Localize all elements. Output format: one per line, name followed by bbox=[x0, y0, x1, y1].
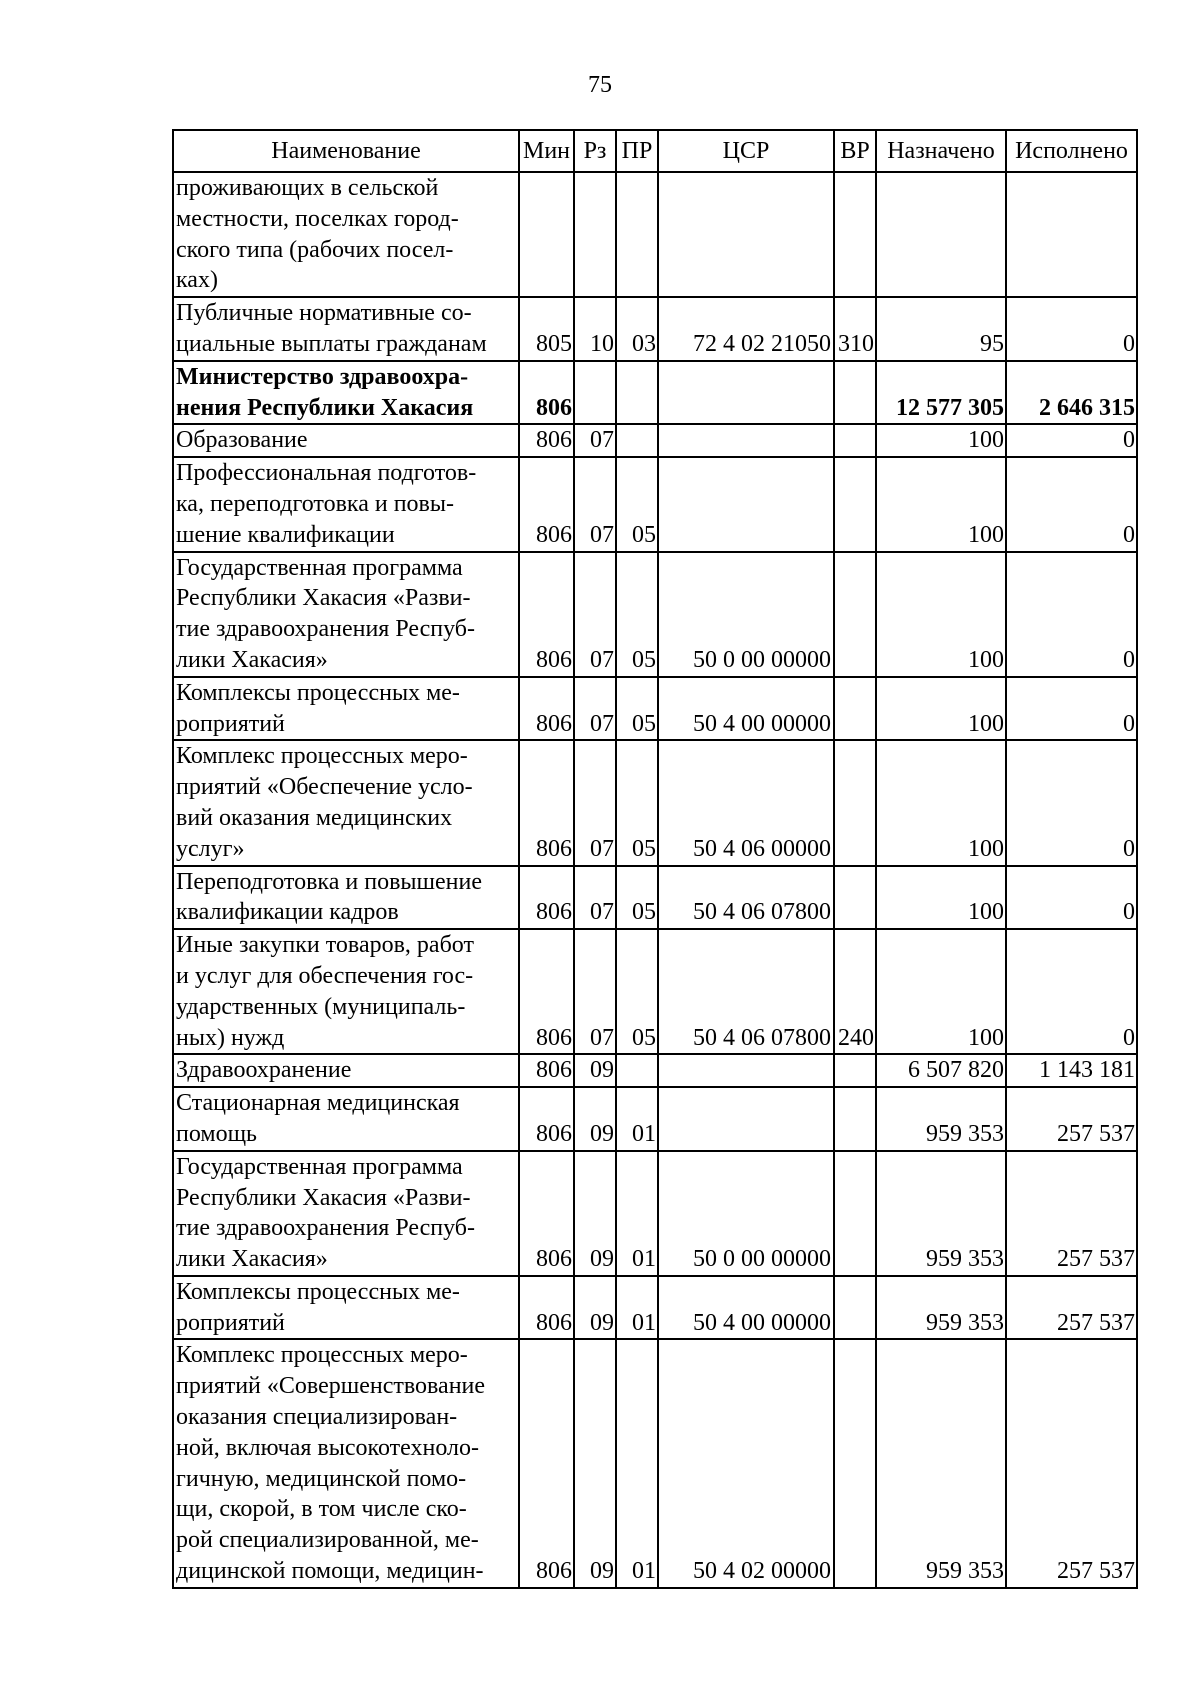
cell-rz: 07 bbox=[574, 677, 616, 741]
cell-csr: 50 4 06 07800 bbox=[658, 929, 834, 1054]
cell-csr: 50 4 06 00000 bbox=[658, 740, 834, 865]
cell-name: Министерство здравоохра- нения Республики Хакасия bbox=[173, 361, 519, 425]
table-row bbox=[173, 297, 1137, 361]
cell-pr: 05 bbox=[616, 552, 658, 677]
cell-vr bbox=[834, 1339, 876, 1587]
cell-min: 806 bbox=[519, 1087, 574, 1151]
header-vr: ВР bbox=[834, 130, 876, 172]
cell-vr bbox=[834, 172, 876, 297]
cell-vr bbox=[834, 1151, 876, 1276]
cell-pr bbox=[616, 172, 658, 297]
cell-csr bbox=[658, 1054, 834, 1087]
cell-rz bbox=[574, 361, 616, 425]
cell-min: 806 bbox=[519, 1276, 574, 1340]
table-body bbox=[173, 172, 1137, 1588]
budget-table bbox=[172, 129, 1138, 1589]
cell-naznacheno: 100 bbox=[876, 740, 1006, 865]
cell-pr: 01 bbox=[616, 1276, 658, 1340]
cell-ispolneno bbox=[1006, 172, 1137, 297]
cell-vr bbox=[834, 1054, 876, 1087]
cell-pr: 03 bbox=[616, 297, 658, 361]
table-row bbox=[173, 172, 1137, 297]
cell-csr: 50 4 00 00000 bbox=[658, 677, 834, 741]
cell-naznacheno: 100 bbox=[876, 677, 1006, 741]
cell-naznacheno: 95 bbox=[876, 297, 1006, 361]
table-row bbox=[173, 866, 1137, 930]
cell-naznacheno: 959 353 bbox=[876, 1151, 1006, 1276]
cell-vr bbox=[834, 361, 876, 425]
cell-naznacheno: 959 353 bbox=[876, 1339, 1006, 1587]
cell-name: проживающих в сельской местности, поселках город- ского типа (рабочих посел- ках) bbox=[173, 172, 519, 297]
cell-ispolneno: 0 bbox=[1006, 677, 1137, 741]
cell-ispolneno: 257 537 bbox=[1006, 1276, 1137, 1340]
cell-ispolneno: 0 bbox=[1006, 457, 1137, 551]
cell-pr: 05 bbox=[616, 929, 658, 1054]
cell-pr: 05 bbox=[616, 740, 658, 865]
table-row bbox=[173, 1054, 1137, 1087]
cell-ispolneno: 0 bbox=[1006, 424, 1137, 457]
cell-rz: 10 bbox=[574, 297, 616, 361]
cell-csr bbox=[658, 1087, 834, 1151]
cell-naznacheno: 100 bbox=[876, 929, 1006, 1054]
cell-name: Публичные нормативные со- циальные выплаты гражданам bbox=[173, 297, 519, 361]
cell-name: Здравоохранение bbox=[173, 1054, 519, 1087]
cell-pr: 01 bbox=[616, 1087, 658, 1151]
cell-ispolneno: 257 537 bbox=[1006, 1339, 1137, 1587]
cell-min: 806 bbox=[519, 424, 574, 457]
page-number: 75 bbox=[588, 72, 612, 98]
table-row bbox=[173, 929, 1137, 1054]
header-pr: ПР bbox=[616, 130, 658, 172]
cell-csr bbox=[658, 361, 834, 425]
cell-ispolneno: 0 bbox=[1006, 929, 1137, 1054]
table-row bbox=[173, 1151, 1137, 1276]
header-naznacheno: Назначено bbox=[876, 130, 1006, 172]
cell-name: Переподготовка и повышение квалификации кадров bbox=[173, 866, 519, 930]
cell-vr bbox=[834, 552, 876, 677]
cell-min: 806 bbox=[519, 740, 574, 865]
cell-name: Комплексы процессных ме- роприятий bbox=[173, 677, 519, 741]
cell-rz: 07 bbox=[574, 552, 616, 677]
cell-csr: 50 4 00 00000 bbox=[658, 1276, 834, 1340]
cell-pr bbox=[616, 361, 658, 425]
header-min: Мин bbox=[519, 130, 574, 172]
cell-ispolneno: 1 143 181 bbox=[1006, 1054, 1137, 1087]
cell-vr bbox=[834, 1087, 876, 1151]
cell-name: Образование bbox=[173, 424, 519, 457]
cell-ispolneno: 0 bbox=[1006, 297, 1137, 361]
cell-vr bbox=[834, 677, 876, 741]
cell-vr: 240 bbox=[834, 929, 876, 1054]
cell-rz: 09 bbox=[574, 1339, 616, 1587]
header-csr: ЦСР bbox=[658, 130, 834, 172]
cell-pr bbox=[616, 424, 658, 457]
cell-pr: 01 bbox=[616, 1339, 658, 1587]
table-row bbox=[173, 457, 1137, 551]
cell-vr bbox=[834, 740, 876, 865]
table-row bbox=[173, 740, 1137, 865]
cell-vr bbox=[834, 1276, 876, 1340]
cell-csr: 72 4 02 21050 bbox=[658, 297, 834, 361]
cell-csr: 50 4 06 07800 bbox=[658, 866, 834, 930]
table-row bbox=[173, 424, 1137, 457]
cell-csr bbox=[658, 457, 834, 551]
table-row bbox=[173, 1087, 1137, 1151]
cell-rz: 09 bbox=[574, 1151, 616, 1276]
cell-ispolneno: 257 537 bbox=[1006, 1151, 1137, 1276]
cell-csr bbox=[658, 172, 834, 297]
header-name: Наименование bbox=[173, 130, 519, 172]
cell-pr: 01 bbox=[616, 1151, 658, 1276]
cell-naznacheno: 100 bbox=[876, 457, 1006, 551]
cell-vr bbox=[834, 866, 876, 930]
cell-min: 806 bbox=[519, 457, 574, 551]
cell-pr bbox=[616, 1054, 658, 1087]
cell-min: 806 bbox=[519, 1054, 574, 1087]
cell-min: 805 bbox=[519, 297, 574, 361]
cell-vr bbox=[834, 457, 876, 551]
cell-naznacheno: 100 bbox=[876, 552, 1006, 677]
cell-rz: 07 bbox=[574, 866, 616, 930]
cell-rz: 07 bbox=[574, 424, 616, 457]
cell-pr: 05 bbox=[616, 457, 658, 551]
table-row bbox=[173, 1276, 1137, 1340]
cell-min bbox=[519, 172, 574, 297]
table-row bbox=[173, 677, 1137, 741]
cell-min: 806 bbox=[519, 1151, 574, 1276]
cell-vr: 310 bbox=[834, 297, 876, 361]
cell-vr bbox=[834, 424, 876, 457]
cell-csr bbox=[658, 424, 834, 457]
cell-min: 806 bbox=[519, 866, 574, 930]
cell-naznacheno: 100 bbox=[876, 866, 1006, 930]
cell-pr: 05 bbox=[616, 866, 658, 930]
cell-csr: 50 0 00 00000 bbox=[658, 1151, 834, 1276]
cell-name: Государственная программа Республики Хакасия «Разви- тие здравоохранения Респуб- лики Хакасия» bbox=[173, 552, 519, 677]
cell-rz: 07 bbox=[574, 929, 616, 1054]
cell-min: 806 bbox=[519, 1339, 574, 1587]
cell-pr: 05 bbox=[616, 677, 658, 741]
cell-rz: 09 bbox=[574, 1054, 616, 1087]
cell-naznacheno: 100 bbox=[876, 424, 1006, 457]
table-row bbox=[173, 361, 1137, 425]
cell-min: 806 bbox=[519, 677, 574, 741]
cell-naznacheno: 959 353 bbox=[876, 1087, 1006, 1151]
cell-name: Иные закупки товаров, работ и услуг для обеспечения гос- ударственных (муниципаль- ных) нужд bbox=[173, 929, 519, 1054]
cell-naznacheno: 959 353 bbox=[876, 1276, 1006, 1340]
cell-rz: 07 bbox=[574, 457, 616, 551]
cell-ispolneno: 2 646 315 bbox=[1006, 361, 1137, 425]
cell-ispolneno: 0 bbox=[1006, 740, 1137, 865]
cell-naznacheno bbox=[876, 172, 1006, 297]
cell-naznacheno: 12 577 305 bbox=[876, 361, 1006, 425]
cell-rz: 09 bbox=[574, 1087, 616, 1151]
cell-name: Стационарная медицинская помощь bbox=[173, 1087, 519, 1151]
cell-naznacheno: 6 507 820 bbox=[876, 1054, 1006, 1087]
cell-ispolneno: 0 bbox=[1006, 866, 1137, 930]
cell-name: Государственная программа Республики Хакасия «Разви- тие здравоохранения Респуб- лики Хакасия» bbox=[173, 1151, 519, 1276]
table-row bbox=[173, 552, 1137, 677]
cell-min: 806 bbox=[519, 552, 574, 677]
cell-name: Комплексы процессных ме- роприятий bbox=[173, 1276, 519, 1340]
cell-rz bbox=[574, 172, 616, 297]
header-rz: Рз bbox=[574, 130, 616, 172]
cell-min: 806 bbox=[519, 929, 574, 1054]
cell-rz: 09 bbox=[574, 1276, 616, 1340]
cell-rz: 07 bbox=[574, 740, 616, 865]
cell-name: Комплекс процессных меро- приятий «Совершенствование оказания специализирован- ной, включая высокотехноло- гичную, медицинской помо- щи, скорой, в том числе ско- рой специализированной, ме- дицинской помощи, медицин- bbox=[173, 1339, 519, 1587]
cell-ispolneno: 0 bbox=[1006, 552, 1137, 677]
cell-name: Профессиональная подготов- ка, переподготовка и повы- шение квалификации bbox=[173, 457, 519, 551]
cell-csr: 50 4 02 00000 bbox=[658, 1339, 834, 1587]
cell-csr: 50 0 00 00000 bbox=[658, 552, 834, 677]
table-row bbox=[173, 1339, 1137, 1587]
table-header-row bbox=[173, 130, 1137, 172]
cell-min: 806 bbox=[519, 361, 574, 425]
cell-ispolneno: 257 537 bbox=[1006, 1087, 1137, 1151]
header-ispolneno: Исполнено bbox=[1006, 130, 1137, 172]
cell-name: Комплекс процессных меро- приятий «Обеспечение усло- вий оказания медицинских услуг» bbox=[173, 740, 519, 865]
